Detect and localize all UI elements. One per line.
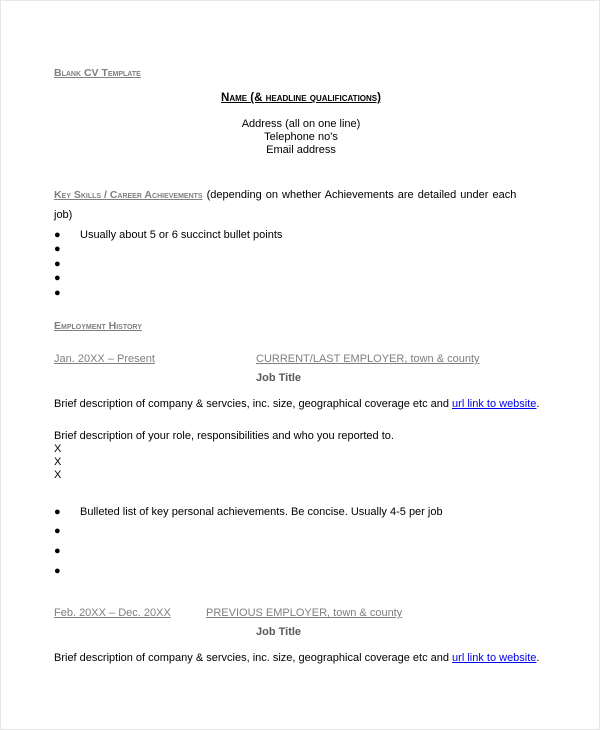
bullet-marker: ● — [54, 506, 61, 518]
job1-company-desc: Brief description of company & servcies, inc. size, geographical coverage etc and url link to website. — [54, 398, 540, 410]
job1-dates: Jan. 20XX – Present — [54, 353, 155, 365]
bullet-marker: ● — [54, 272, 61, 284]
job1-x-line: X — [54, 443, 62, 455]
skills-bullet-text: Usually about 5 or 6 succinct bullet points — [80, 229, 283, 241]
employment-heading: Employment History — [54, 320, 142, 332]
job2-employer: PREVIOUS EMPLOYER, town & county — [206, 607, 403, 619]
job2-dates: Feb. 20XX – Dec. 20XX — [54, 607, 171, 619]
name-headline: Name (& headline qualifications) — [221, 92, 381, 104]
skills-note: (depending on whether Achievements are detailed under each — [202, 189, 517, 201]
bullet-marker: ● — [54, 545, 61, 557]
bullet-marker: ● — [54, 565, 61, 577]
job1-gap-line — [205, 353, 252, 365]
job2-company-desc: Brief description of company & servcies, inc. size, geographical coverage etc and url link to website. — [54, 652, 540, 664]
job1-website-link[interactable]: url link to website — [452, 398, 537, 410]
email-line: Email address — [266, 144, 336, 156]
job1-x-line: X — [54, 469, 62, 481]
skills-heading: Key Skills / Career Achievements — [54, 189, 203, 201]
job1-bullet-text: Bulleted list of key personal achievements. Be concise. Usually 4-5 per job — [80, 506, 443, 518]
job1-x-line: X — [54, 456, 62, 468]
skills-heading-row — [54, 189, 516, 201]
job1-role-desc: Brief description of your role, responsibilities and who you reported to. — [54, 430, 394, 442]
bullet-marker: ● — [54, 287, 61, 299]
bullet-marker: ● — [54, 243, 61, 255]
skills-note-cont: job) — [54, 209, 73, 221]
telephone-line: Telephone no's — [264, 131, 338, 143]
bullet-marker: ● — [54, 229, 61, 241]
address-line: Address (all on one line) — [241, 118, 361, 130]
bullet-marker: ● — [54, 525, 61, 537]
template-title: Blank CV Template — [54, 67, 141, 79]
bullet-marker: ● — [54, 258, 61, 270]
job2-title: Job Title — [256, 626, 302, 638]
job1-employer: CURRENT/LAST EMPLOYER, town & county — [256, 353, 480, 365]
job2-website-link[interactable]: url link to website — [452, 652, 537, 664]
job1-title: Job Title — [256, 372, 302, 384]
